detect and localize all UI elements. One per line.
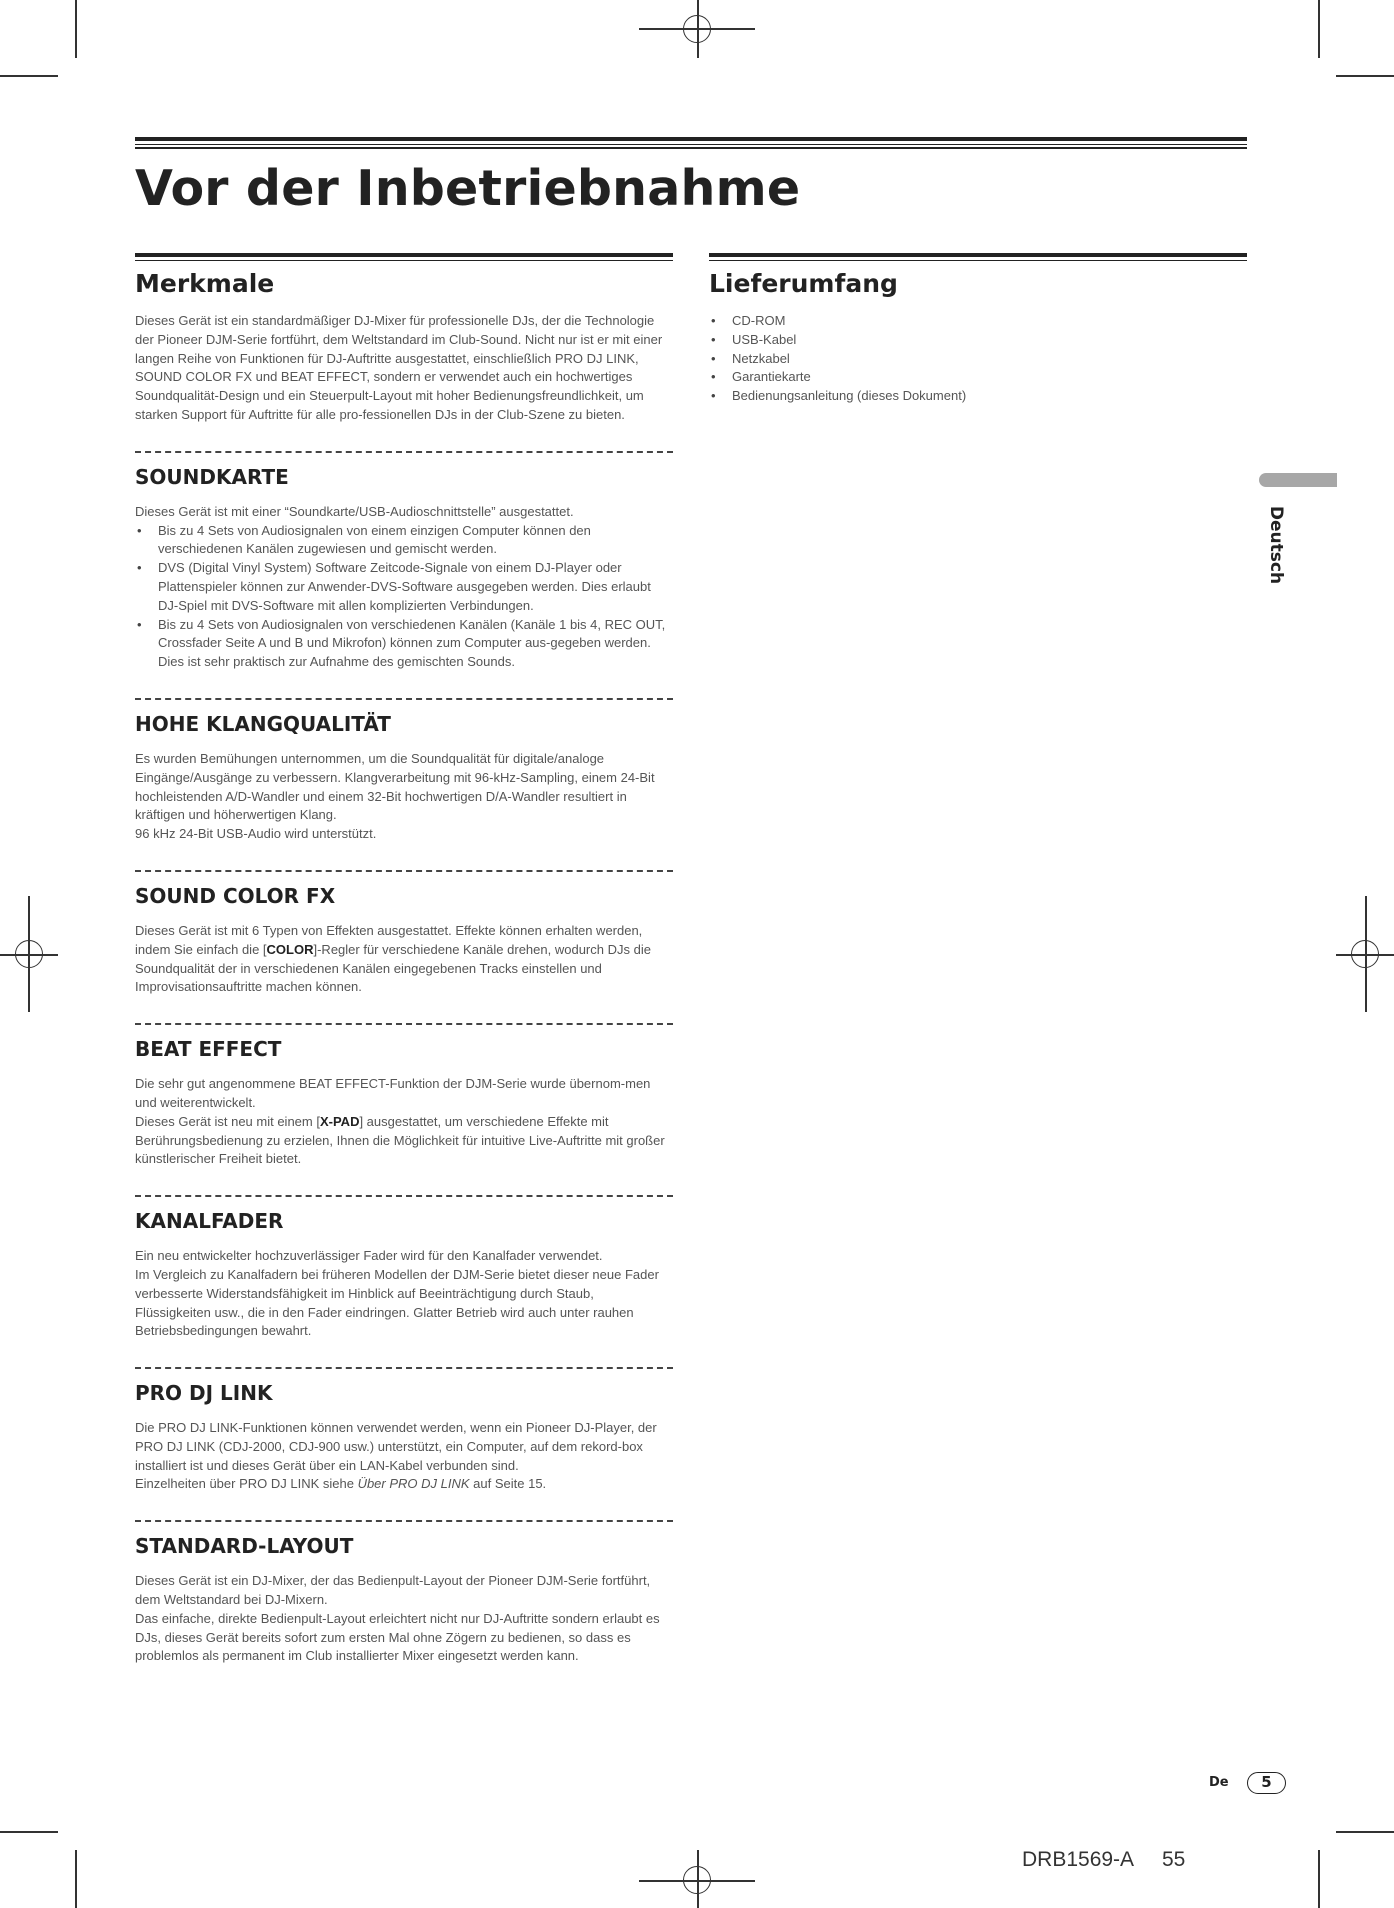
list-item: • Netzkabel	[709, 350, 1247, 369]
merkmale-heading: Merkmale	[135, 269, 275, 298]
list-item: • Bis zu 4 Sets von Audiosignalen von verschiedenen Kanälen (Kanäle 1 bis 4, REC OUT, Crossfader Seite A und B und Mikrofon) können zum Computer aus-gegeben werden. Dies ist sehr praktisch zur Aufnahme des gemischten Sounds.	[135, 616, 673, 672]
soundkarte-list	[135, 522, 673, 672]
dashed-divider	[135, 451, 673, 453]
lieferumfang-list	[709, 312, 1247, 406]
dashed-divider	[135, 698, 673, 700]
section-standard-layout	[135, 1520, 673, 1666]
fader-text-2: Im Vergleich zu Kanalfadern bei früheren Modellen der DJM-Serie bietet dieser neue Fader verbesserte Widerstandsfähigkeit im Hinblick auf Beeinträchtigung durch Staub, Flüssigkeiten usw., die in den Fader eindringen. Glatter Betrieb wird auch unter rauhen Betriebsbedingungen bewahrt.	[135, 1266, 659, 1339]
klang-text-2: 96 kHz 24-Bit USB-Audio wird unterstützt.	[135, 826, 377, 842]
klang-title: HOHE KLANGQUALITÄT	[135, 711, 391, 736]
list-item: • Garantiekarte	[709, 368, 1247, 387]
x-pad-key: X-PAD	[319, 1113, 360, 1129]
list-item: • CD-ROM	[709, 312, 1247, 331]
right-column	[709, 253, 1247, 406]
color-key: COLOR	[266, 941, 314, 957]
lieferumfang-heading: Lieferumfang	[709, 269, 898, 298]
dashed-divider	[135, 1520, 673, 1522]
section-beat-effect	[135, 1023, 673, 1169]
list-item: • DVS (Digital Vinyl System) Software Zeitcode-Signale von einem DJ-Player oder Plattenspieler können zur Anwender-DVS-Software ausgegeben werden. Dies erlaubt DJ-Spiel mit DVS-Software mit allen komplizierten Verbindungen.	[135, 559, 673, 615]
document-id: DRB1569-A	[1022, 1848, 1135, 1871]
section-kanalfader	[135, 1195, 673, 1341]
merkmale-intro: Dieses Gerät ist ein standardmäßiger DJ-Mixer für professionelle DJs, der die Technologie der Pioneer DJM-Serie fortführt, dem Weltstandard im Club-Sound. Nicht nur ist er mit einer langen Reihe von Funktionen für DJ-Auftritte ausgestattet, einschließlich PRO DJ LINK, SOUND COLOR FX und BEAT EFFECT, sondern er verwendet auch ein hochwertiges Soundqualität-Design und ein Steuerpult-Layout mit hoher Bedienungsfreundlichkeit, um starken Support für Auftritte für alle pro-fessionellen DJs in der Club-Szene zu bieten.	[135, 313, 663, 422]
prodj-title: PRO DJ LINK	[135, 1381, 273, 1406]
left-column	[135, 253, 673, 1666]
list-item: • USB-Kabel	[709, 331, 1247, 350]
beat-text-2: Dieses Gerät ist neu mit einem [X-PAD] ausgestattet, um verschiedene Effekte mit Berührungsbedienung zu erzielen, Ihnen die Möglichkeit für intuitive Live-Auftritte mit großer künstlerischer Freiheit bietet.	[135, 1113, 665, 1167]
list-item: • Bis zu 4 Sets von Audiosignalen von einem einzigen Computer können den verschiedenen Kanälen zugewiesen und gemischt werden.	[135, 522, 673, 560]
scfx-title: SOUND COLOR FX	[135, 883, 336, 908]
dashed-divider	[135, 1367, 673, 1369]
page-language: De	[1209, 1775, 1229, 1790]
title-rule	[135, 137, 1247, 149]
klang-text: Es wurden Bemühungen unternommen, um die Soundqualität für digitale/analoge Eingänge/Ausgänge zu verbessern. Klangverarbeitung mit 96-kHz-Sampling, einem 24-Bit hochleistenden A/D-Wandler und einem 32-Bit hochwertigen D/A-Wandler resultiert in kräftigen und höherwertigen Klang.	[135, 750, 655, 823]
list-item: • Bedienungsanleitung (dieses Dokument)	[709, 387, 1247, 406]
prodj-text-2: Einzelheiten über PRO DJ LINK siehe Über PRO DJ LINK auf Seite 15.	[135, 1476, 547, 1492]
prodj-text: Die PRO DJ LINK-Funktionen können verwendet werden, wenn ein Pioneer DJ-Player, der PRO DJ LINK (CDJ-2000, CDJ-900 usw.) unterstützt, ein Computer, auf dem rekord-box installiert ist und dieses Gerät über ein LAN-Kabel verbunden sind.	[135, 1420, 657, 1473]
soundkarte-intro: Dieses Gerät ist mit einer “Soundkarte/USB-Audioschnittstelle” ausgestattet.	[135, 503, 574, 519]
prodj-page-ref: Über PRO DJ LINK	[357, 1476, 470, 1492]
section-klangqualitaet	[135, 698, 673, 844]
dashed-divider	[135, 870, 673, 872]
page-title: Vor der Inbetriebnahme	[135, 160, 801, 217]
fader-title: KANALFADER	[135, 1209, 284, 1234]
fader-text: Ein neu entwickelter hochzuverlässiger Fader wird für den Kanalfader verwendet.	[135, 1248, 603, 1264]
beat-title: BEAT EFFECT	[135, 1037, 282, 1062]
language-tab-label: Deutsch	[1266, 505, 1286, 585]
beat-text: Die sehr gut angenommene BEAT EFFECT-Funktion der DJM-Serie wurde übernom-men und weiterentwickelt.	[135, 1076, 651, 1110]
layout-title: STANDARD-LAYOUT	[135, 1534, 354, 1559]
dashed-divider	[135, 1023, 673, 1025]
language-tab	[1259, 473, 1337, 487]
section-rule	[709, 253, 1247, 261]
layout-text-2: Das einfache, direkte Bedienpult-Layout erleichtert nicht nur DJ-Auftritte sondern erlaubt es DJs, dieses Gerät bereits sofort zum ersten Mal ohne Zögern zu bedienen, so dass es problemlos als permanent im Club installierter Mixer eingesetzt werden kann.	[135, 1610, 660, 1664]
section-soundkarte	[135, 451, 673, 672]
section-rule	[135, 253, 673, 261]
dashed-divider	[135, 1195, 673, 1197]
document-page: 55	[1162, 1848, 1186, 1871]
layout-text: Dieses Gerät ist ein DJ-Mixer, der das Bedienpult-Layout der Pioneer DJM-Serie fortführt, dem Weltstandard bei DJ-Mixern.	[135, 1573, 651, 1608]
section-pro-dj-link	[135, 1367, 673, 1494]
soundkarte-title: SOUNDKARTE	[135, 464, 289, 489]
page-number: 5	[1247, 1772, 1286, 1794]
section-sound-color-fx	[135, 870, 673, 997]
scfx-text: Dieses Gerät ist mit 6 Typen von Effekten ausgestattet. Effekte können erhalten werden, indem Sie einfach die [COLOR]-Regler für verschiedene Kanäle drehen, wodurch DJs die Soundqualität der in verschiedenen Kanälen eingegebenen Tracks einstellen und Improvisationsauftritte machen können.	[135, 922, 651, 995]
